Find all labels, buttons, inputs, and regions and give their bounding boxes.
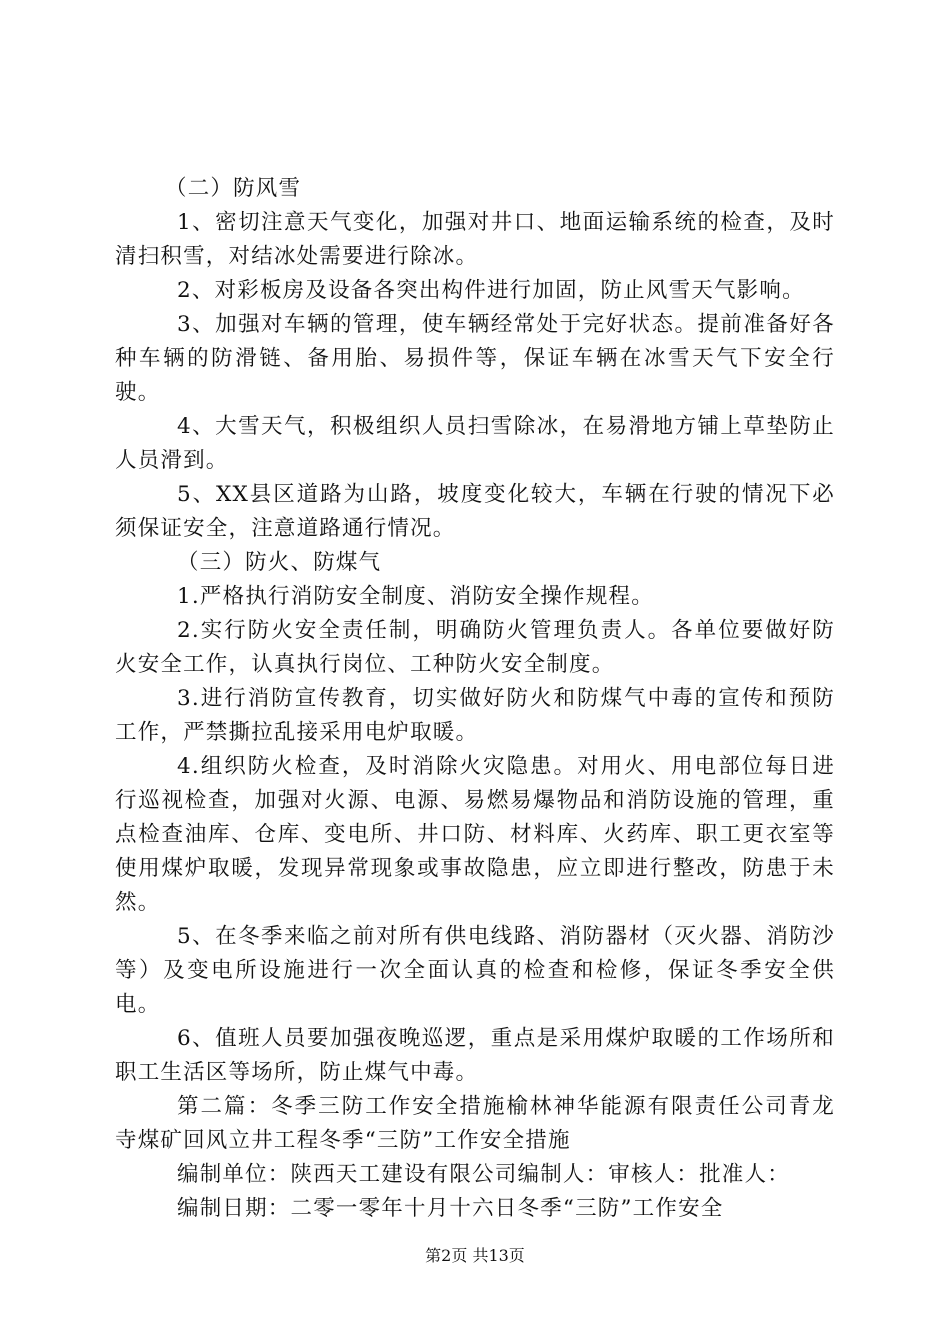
paragraph: 编制日期：二零一零年十月十六日冬季“三防”工作安全 bbox=[177, 1196, 724, 1221]
paragraph: 2.实行防火安全责任制，明确防火管理负责人。各单位要做好防火安全工作，认真执行岗位、工种防火安全制度。 bbox=[115, 618, 835, 677]
paragraph: 1.严格执行消防安全制度、消防安全操作规程。 bbox=[177, 584, 654, 609]
paragraph: 3、加强对车辆的管理，使车辆经常处于完好状态。提前准备好各种车辆的防滑链、备用胎、易损件等，保证车辆在冰雪天气下安全行驶。 bbox=[115, 312, 835, 405]
paragraph: 3.进行消防宣传教育，切实做好防火和防煤气中毒的宣传和预防工作，严禁撕拉乱接采用电炉取暖。 bbox=[115, 686, 835, 745]
paragraph: （三）防火、防煤气 bbox=[177, 550, 382, 575]
page-footer: 第2页 共13页 bbox=[425, 1246, 525, 1265]
paragraph: 编制单位：陕西天工建设有限公司编制人：审核人：批准人： bbox=[177, 1162, 790, 1187]
paragraph: 2、对彩板房及设备各突出构件进行加固，防止风雪天气影响。 bbox=[177, 278, 805, 303]
paragraph: 5、在冬季来临之前对所有供电线路、消防器材（灭火器、消防沙等）及变电所设施进行一次全面认真的检查和检修，保证冬季安全供电。 bbox=[115, 924, 835, 1017]
document-body bbox=[115, 172, 835, 1226]
paragraph: （二）防风雪 bbox=[165, 176, 302, 201]
paragraph: 第二篇：冬季三防工作安全措施榆林神华能源有限责任公司青龙寺煤矿回风立井工程冬季“三防”工作安全措施 bbox=[115, 1094, 835, 1153]
paragraph: 5、XX县区道路为山路，坡度变化较大，车辆在行驶的情况下必须保证安全，注意道路通行情况。 bbox=[115, 482, 835, 541]
paragraph: 1、密切注意天气变化，加强对井口、地面运输系统的检查，及时清扫积雪，对结冰处需要进行除冰。 bbox=[115, 210, 835, 269]
paragraph: 6、值班人员要加强夜晚巡逻，重点是采用煤炉取暖的工作场所和职工生活区等场所，防止煤气中毒。 bbox=[115, 1026, 835, 1085]
paragraph: 4.组织防火检查，及时消除火灾隐患。对用火、用电部位每日进行巡视检查，加强对火源、电源、易燃易爆物品和消防设施的管理，重点检查油库、仓库、变电所、井口防、材料库、火药库、职工更衣室等使用煤炉取暖，发现异常现象或事故隐患，应立即进行整改，防患于未然。 bbox=[115, 754, 835, 915]
paragraph: 4、大雪天气，积极组织人员扫雪除冰，在易滑地方铺上草垫防止人员滑到。 bbox=[115, 414, 835, 473]
